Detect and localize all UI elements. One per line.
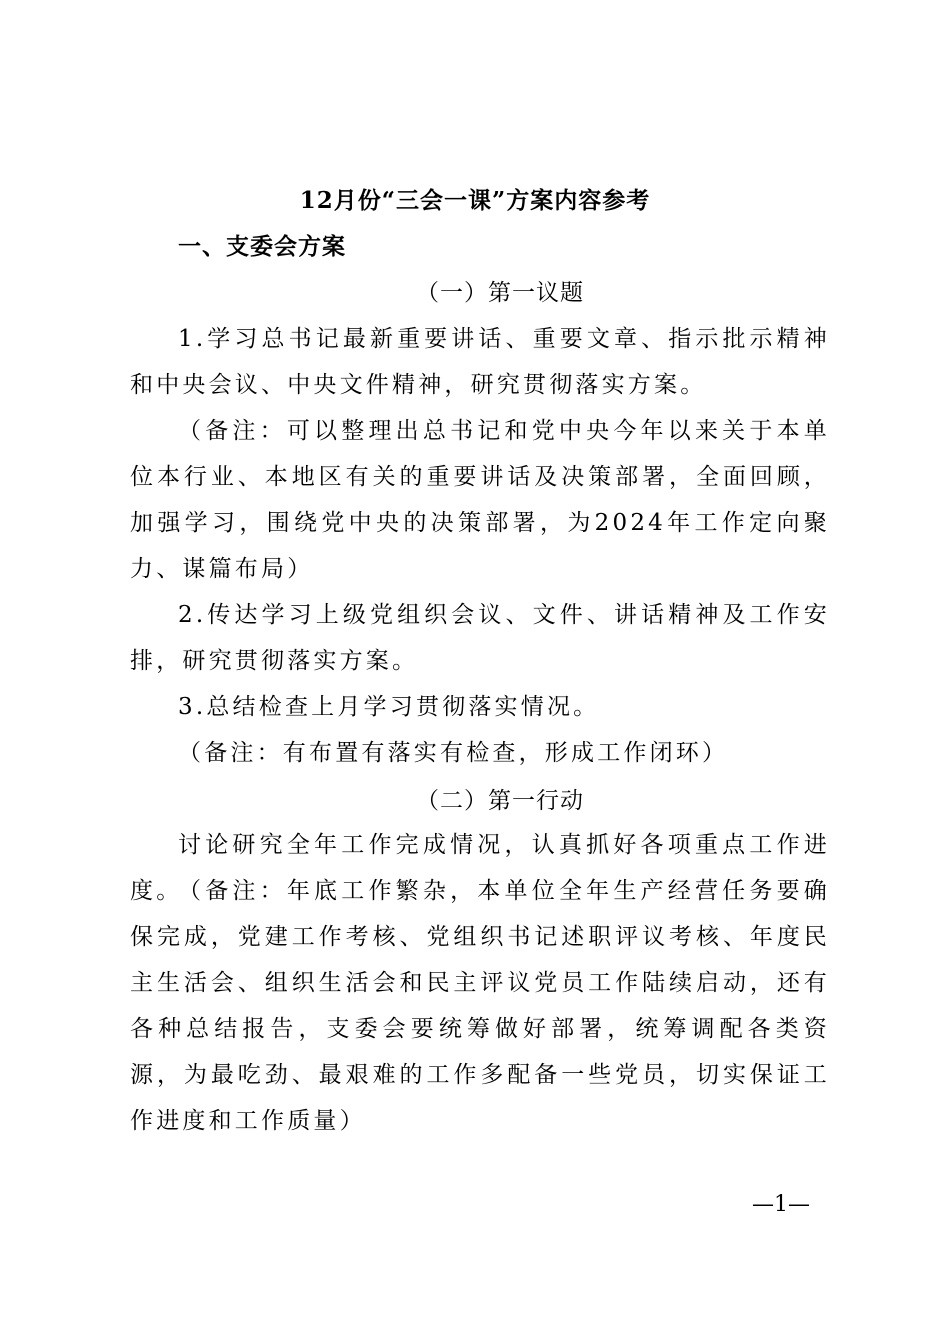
paragraph-note-action: （备注：年底工作繁杂，本单位全年生产经营任务要确保完成，党建工作考核、党组织书记述职评议考核、年度民主生活会、组织生活会和民主评议党员工作陆续启动，还有各种总结报告，支委会要统筹做好部署，统筹调配各类资源，为最吃劲、最艰难的工作多配备一些党员，切实保证工作进度和工作质量）	[130, 878, 830, 1134]
subsection-heading-first-action: （二）第一行动	[416, 788, 584, 814]
paragraph-note-3: （备注：有布置有落实有检查，形成工作闭环）	[178, 740, 729, 766]
page-number: —1—	[752, 1192, 810, 1217]
section-heading-branch-committee: 一、支委会方案	[178, 234, 346, 260]
document-title: 12月份“三会一课”方案内容参考	[299, 187, 651, 214]
paragraph-action: 讨论研究全年工作完成情况，认真抓好各项重点工作进度。	[130, 832, 830, 904]
paragraph-note-1: （备注：可以整理出总书记和党中央今年以来关于本单位本行业、本地区有关的重要讲话及决策部署，全面回顾，加强学习，围绕党中央的决策部署，为2024年工作定向聚力、谋篇布局）	[130, 418, 830, 582]
paragraph-item-3: 3.总结检查上月学习贯彻落实情况。	[178, 694, 600, 720]
subsection-heading-first-topic: （一）第一议题	[416, 280, 584, 306]
paragraph-item-1: 1.学习总书记最新重要讲话、重要文章、指示批示精神和中央会议、中央文件精神，研究贯彻落实方案。	[130, 326, 830, 398]
paragraph-item-2: 2.传达学习上级党组织会议、文件、讲话精神及工作安排，研究贯彻落实方案。	[130, 602, 830, 674]
